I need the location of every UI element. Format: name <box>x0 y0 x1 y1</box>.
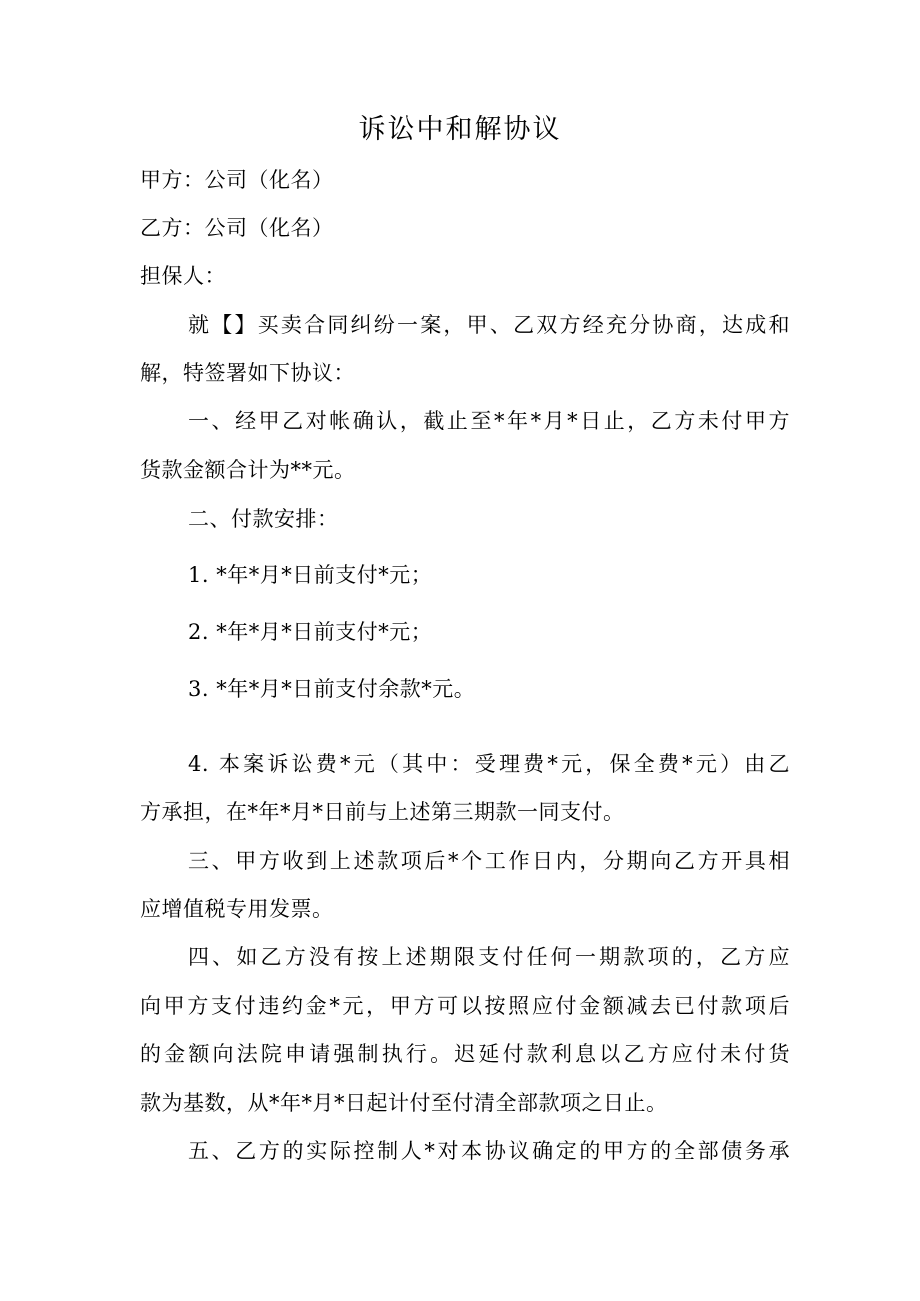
intro-line-1: 就【】买卖合同纠纷一案，甲、乙双方经充分协商，达成和 <box>188 313 790 337</box>
clause-2-heading: 二、付款安排： <box>188 507 339 531</box>
clause-3-line-2: 应增值税专用发票。 <box>140 897 334 921</box>
clause-4-line-4: 款为基数，从*年*月*日起计付至付清全部款项之日止。 <box>140 1091 668 1115</box>
payment-item-3: 3. *年*月*日前支付余款*元。 <box>188 677 476 701</box>
clause-4-line-3: 的金额向法院申请强制执行。迟延付款利息以乙方应付未付货 <box>140 1042 790 1066</box>
guarantor-line: 担保人： <box>140 264 226 288</box>
payment-item-1: 1. *年*月*日前支付*元； <box>188 563 433 587</box>
intro-line-2: 解，特签署如下协议： <box>140 361 355 385</box>
payment-item-4-line-2: 方承担，在*年*月*日前与上述第三期款一同支付。 <box>140 800 625 824</box>
party-a-line: 甲方：公司（化名） <box>140 168 334 192</box>
party-b-line: 乙方：公司（化名） <box>140 216 334 240</box>
payment-item-2: 2. *年*月*日前支付*元； <box>188 620 433 644</box>
payment-item-4-line-1: 4. 本案诉讼费*元（其中：受理费*元，保全费*元）由乙 <box>188 752 790 776</box>
clause-1-line-2: 货款金额合计为**元。 <box>140 458 356 482</box>
clause-1-line-1: 一、经甲乙对帐确认，截止至*年*月*日止，乙方未付甲方 <box>188 409 790 433</box>
document-title: 诉讼中和解协议 <box>358 114 562 145</box>
clause-5-line-1: 五、乙方的实际控制人*对本协议确定的甲方的全部债务承 <box>188 1139 790 1163</box>
clause-4-line-1: 四、如乙方没有按上述期限支付任何一期款项的，乙方应 <box>188 945 790 969</box>
clause-4-line-2: 向甲方支付违约金*元，甲方可以按照应付金额减去已付款项后 <box>140 994 790 1018</box>
clause-3-line-1: 三、甲方收到上述款项后*个工作日内，分期向乙方开具相 <box>188 849 790 873</box>
